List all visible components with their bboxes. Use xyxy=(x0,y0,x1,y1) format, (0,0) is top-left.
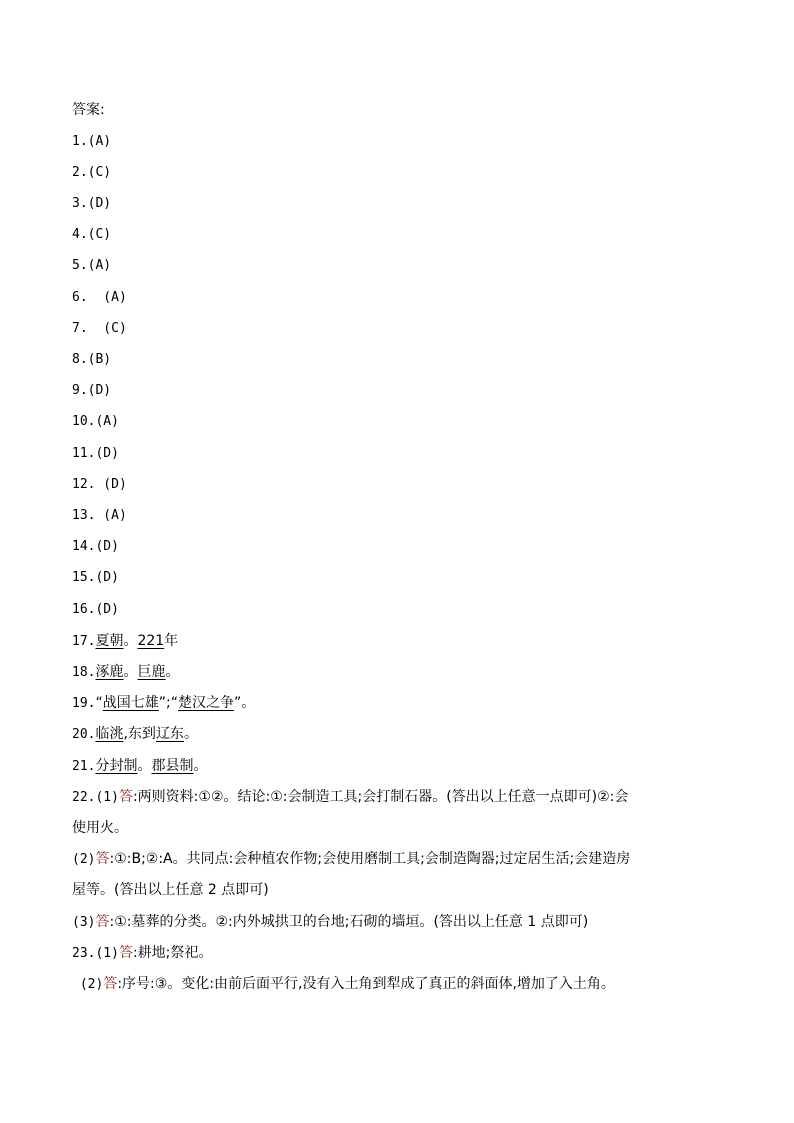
answer-22-part2-cont: 屋等。(答出以上任意 2 点即可) xyxy=(72,882,269,898)
q19-quote-mid: ”;“ xyxy=(158,695,178,711)
answer-20 xyxy=(72,725,198,744)
q22-part3-text: :①:墓葬的分类。②:内外城拱卫的台地;石砌的墙垣。(答出以上任意 1 点即可) xyxy=(109,914,589,930)
q21-answer-a: 分封制 xyxy=(95,758,138,774)
q20-answer-a: 临洮 xyxy=(95,726,124,742)
q19-answer-a: 战国七雄 xyxy=(102,695,159,711)
choice-answer-15: 15.(D) xyxy=(72,570,119,585)
q23-part2-text: :序号:③。变化:由前后面平行,没有入土角到犁成了真正的斜面体,增加了入土角。 xyxy=(117,976,615,992)
q20-end: 。 xyxy=(183,726,198,742)
choice-answer-4: 4.(C) xyxy=(72,227,112,242)
answer-23-part2 xyxy=(72,975,615,994)
q18-end: 。 xyxy=(165,664,180,680)
answer-22-part1 xyxy=(72,788,628,807)
answer-22-part3 xyxy=(72,913,588,932)
choice-answer-6: 6. (A) xyxy=(72,290,127,305)
q21-sep: 。 xyxy=(137,758,152,774)
q17-number: 17. xyxy=(72,634,96,649)
q20-number: 20. xyxy=(72,727,96,742)
choice-answer-11: 11.(D) xyxy=(72,446,119,461)
q21-answer-b: 郡县制 xyxy=(151,758,194,774)
q19-answer-b: 楚汉之争 xyxy=(177,695,234,711)
choice-answer-12: 12. (D) xyxy=(72,477,127,492)
q23-part1-answer-label: 答 xyxy=(118,945,133,961)
choice-answer-5: 5.(A) xyxy=(72,258,112,273)
q23-part1-number: 23.(1) xyxy=(72,946,119,961)
choice-answer-2: 2.(C) xyxy=(72,165,112,180)
choice-answer-7: 7. (C) xyxy=(72,321,127,336)
q23-part2-number: (2) xyxy=(72,977,104,992)
q20-answer-b: 辽东 xyxy=(155,726,184,742)
answer-19 xyxy=(72,694,255,713)
answer-22-part1-cont: 使用火。 xyxy=(72,820,128,836)
q22-part2-text: :①:B;②:A。共同点:会种植农作物;会使用磨制工具;会制造陶器;过定居生活;会建造房 xyxy=(109,851,631,867)
choice-answer-14: 14.(D) xyxy=(72,539,119,554)
choice-answer-3: 3.(D) xyxy=(72,196,112,211)
q23-part1-text: :耕地;祭祀。 xyxy=(132,945,213,961)
q17-answer-b: 221 xyxy=(137,633,165,649)
choice-answer-1: 1.(A) xyxy=(72,134,112,149)
answer-23-part1 xyxy=(72,944,212,963)
q19-quote-close: ”。 xyxy=(233,695,256,711)
q17-sep: 。 xyxy=(123,633,138,649)
choice-answer-8: 8.(B) xyxy=(72,352,112,367)
answer-17 xyxy=(72,632,178,651)
q19-number: 19. xyxy=(72,696,96,711)
choice-answer-13: 13. (A) xyxy=(72,508,127,523)
answer-21 xyxy=(72,757,207,776)
q17-answer-a: 夏朝 xyxy=(95,633,124,649)
q21-end: 。 xyxy=(193,758,208,774)
q18-answer-b: 巨鹿 xyxy=(137,664,166,680)
q22-part1-number: 22.(1) xyxy=(72,790,119,805)
q22-part3-answer-label: 答 xyxy=(95,914,110,930)
q23-part2-answer-label: 答 xyxy=(103,976,118,992)
q22-part2-number: (2) xyxy=(72,852,96,867)
q22-part1-answer-label: 答 xyxy=(118,789,133,805)
choice-answer-10: 10.(A) xyxy=(72,414,119,429)
q18-sep: 。 xyxy=(123,664,138,680)
q19-quote-open: “ xyxy=(95,695,103,711)
q18-number: 18. xyxy=(72,665,96,680)
answer-header: 答案: xyxy=(72,102,105,118)
q22-part1-text: :两则资料:①②。结论:①:会制造工具;会打制石器。(答出以上任意一点即可)②:会 xyxy=(132,789,629,805)
q22-part3-number: (3) xyxy=(72,915,96,930)
q21-number: 21. xyxy=(72,759,96,774)
q17-unit: 年 xyxy=(164,633,179,649)
answer-18 xyxy=(72,663,179,682)
choice-answer-9: 9.(D) xyxy=(72,383,112,398)
q18-answer-a: 涿鹿 xyxy=(95,664,124,680)
q20-mid: ,东到 xyxy=(123,726,156,742)
choice-answer-16: 16.(D) xyxy=(72,602,119,617)
q22-part2-answer-label: 答 xyxy=(95,851,110,867)
answer-22-part2 xyxy=(72,850,630,869)
